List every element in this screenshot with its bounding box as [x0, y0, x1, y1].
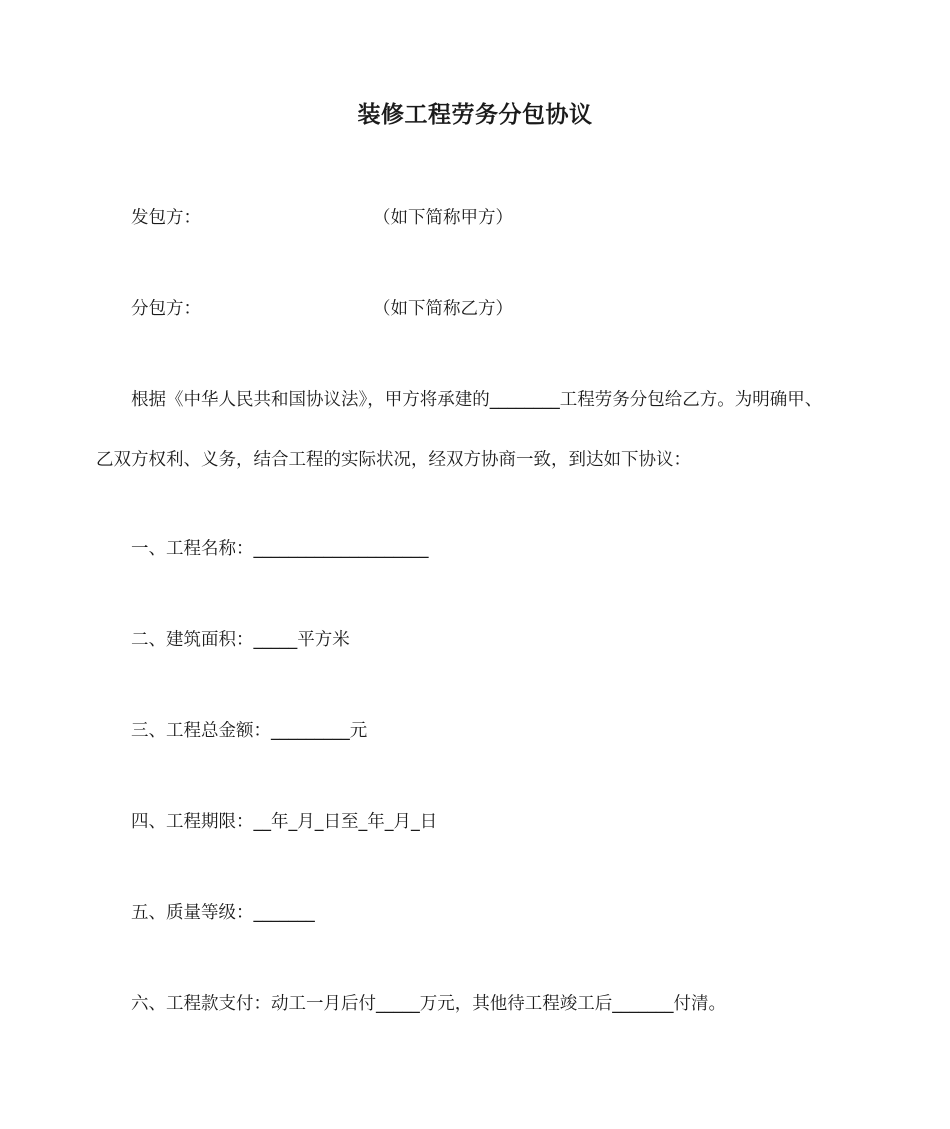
clause-payment: 六、工程款支付：动工一月后付_____万元，其他待工程竣工后_______付清。 — [131, 994, 726, 1014]
clause-total-amount: 三、工程总金额：_________元 — [131, 721, 368, 741]
intro-paragraph-line2: 乙双方权利、义务，结合工程的实际状况，经双方协商一致，到达如下协议： — [96, 450, 691, 470]
intro-paragraph-line1: 根据《中华人民共和国协议法》，甲方将承建的________工程劳务分包给乙方。为明确甲、 — [131, 390, 823, 410]
document-title: 装修工程劳务分包协议 — [357, 102, 593, 128]
party-a-label: 发包方： — [131, 208, 201, 228]
clause-quality-grade: 五、质量等级：_______ — [131, 903, 315, 923]
clause-project-name: 一、工程名称：____________________ — [131, 539, 429, 559]
party-b-label: 分包方： — [131, 299, 201, 319]
clause-building-area: 二、建筑面积：_____平方米 — [131, 630, 350, 650]
clause-project-period: 四、工程期限：__年_月_日至_年_月_日 — [131, 812, 438, 832]
party-b-note: （如下简称乙方） — [373, 299, 513, 319]
party-a-note: （如下简称甲方） — [373, 208, 513, 228]
